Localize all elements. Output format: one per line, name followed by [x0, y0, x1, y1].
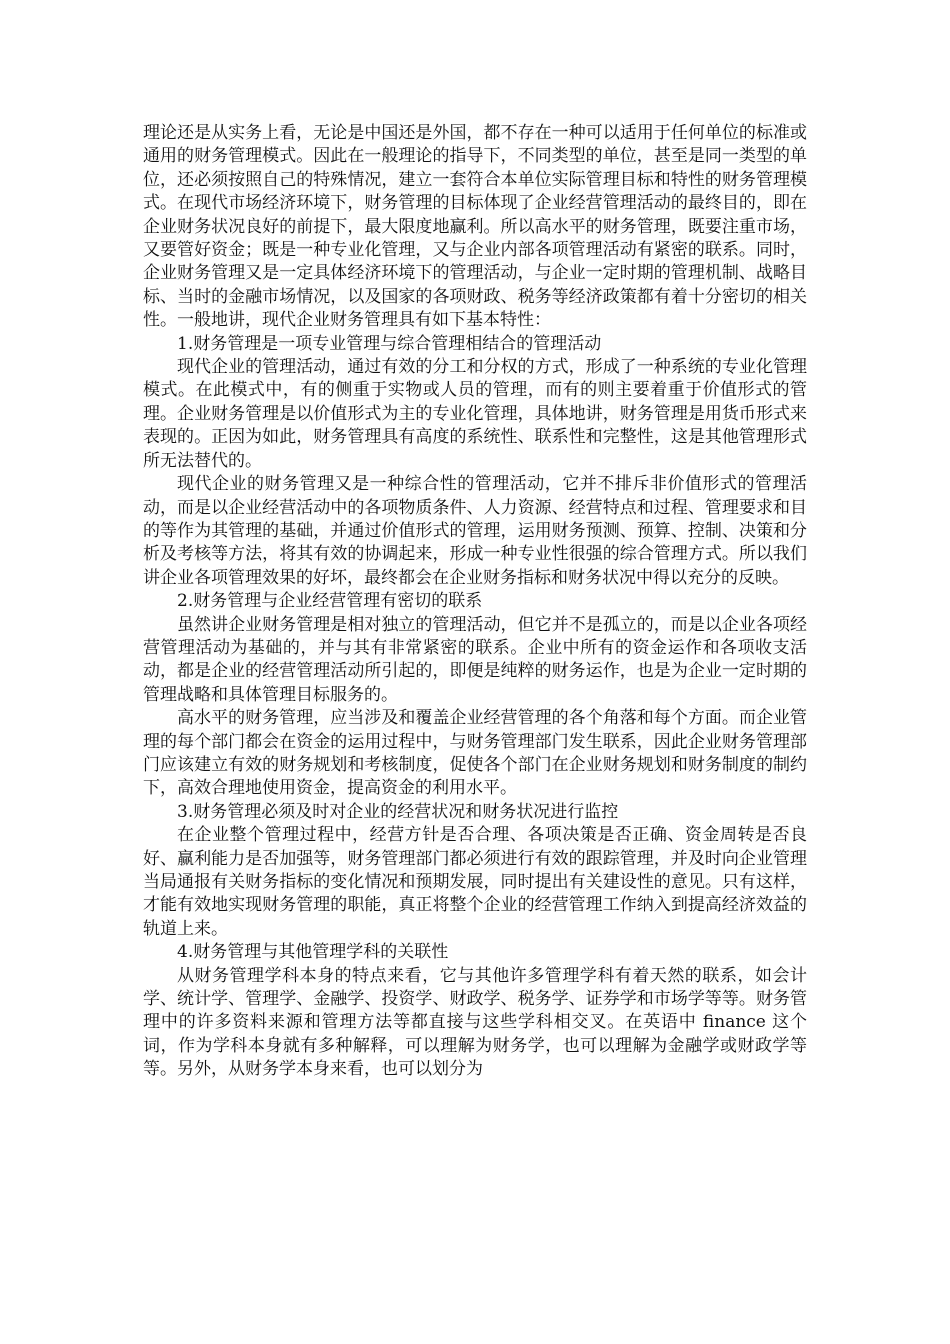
section-heading-4: 4.财务管理与其他管理学科的关联性: [177, 942, 449, 963]
section-heading-3: 3.财务管理必须及时对企业的经营状况和财务状况进行监控: [177, 801, 619, 822]
paragraph: 现代企业的管理活动，通过有效的分工和分权的方式，形成了一种系统的专业化管理模式。在此模式中，有的侧重于实物或人员的管理，而有的则主要着重于价值形式的管理。企业财务管理是以价值形式为主的专业化管理，具体地讲，财务管理是用货币形式来表现的。正因为如此，财务管理具有高度的系统性、联系性和完整性，这是其他管理形式所无法替代的。: [143, 357, 807, 471]
document-body: [143, 122, 807, 1082]
section-heading-1: 1.财务管理是一项专业管理与综合管理相结合的管理活动: [177, 333, 602, 354]
paragraph: 高水平的财务管理，应当涉及和覆盖企业经营管理的各个角落和每个方面。而企业管理的每个部门都会在资金的运用过程中，与财务管理部门发生联系，因此企业财务管理部门应该建立有效的财务规划和考核制度，促使各个部门在企业财务规划和财务制度的制约下，高效合理地使用资金，提高资金的利用水平。: [143, 708, 807, 799]
paragraph: 理论还是从实务上看，无论是中国还是外国，都不存在一种可以适用于任何单位的标准或通用的财务管理模式。因此在一般理论的指导下，不同类型的单位，甚至是同一类型的单位，还必须按照自己的特殊情况，建立一套符合本单位实际管理目标和特性的财务管理模式。在现代市场经济环境下，财务管理的目标体现了企业经营管理活动的最终目的，即在企业财务状况良好的前提下，最大限度地赢利。所以高水平的财务管理，既要注重市场，又要管好资金；既是一种专业化管理，又与企业内部各项管理活动有紧密的联系。同时，企业财务管理又是一定具体经济环境下的管理活动，与企业一定时期的管理机制、战略目标、当时的金融市场情况，以及国家的各项财政、税务等经济政策都有着十分密切的相关性。一般地讲，现代企业财务管理具有如下基本特性：: [143, 123, 807, 331]
paragraph: 从财务管理学科本身的特点来看，它与其他许多管理学科有着天然的联系，如会计学、统计学、管理学、金融学、投资学、财政学、税务学、证券学和市场学等等。财务管理中的许多资料来源和管理方法等都直接与这些学科相交叉。在英语中 finance 这个词，作为学科本身就有多种解释，可以理解为财务学，也可以理解为金融学或财政学等等。另外，从财务学本身来看，也可以划分为: [143, 965, 807, 1080]
paragraph: 在企业整个管理过程中，经营方针是否合理、各项决策是否正确、资金周转是否良好、赢利能力是否加强等，财务管理部门都必须进行有效的跟踪管理，并及时向企业管理当局通报有关财务指标的变化情况和预期发展，同时提出有关建设性的意见。只有这样，才能有效地实现财务管理的职能，真正将整个企业的经营管理工作纳入到提高经济效益的轨道上来。: [143, 825, 807, 939]
section-heading-2: 2.财务管理与企业经营管理有密切的联系: [177, 591, 483, 612]
paragraph: 虽然讲企业财务管理是相对独立的管理活动，但它并不是孤立的，而是以企业各项经营管理活动为基础的，并与其有非常紧密的联系。企业中所有的资金运作和各项收支活动，都是企业的经营管理活动所引起的，即便是纯粹的财务运作，也是为企业一定时期的管理战略和具体管理目标服务的。: [143, 614, 807, 705]
paragraph: 现代企业的财务管理又是一种综合性的管理活动，它并不排斥非价值形式的管理活动，而是以企业经营活动中的各项物质条件、人力资源、经营特点和过程、管理要求和目的等作为其管理的基础，并通过价值形式的管理，运用财务预测、预算、控制、决策和分析及考核等方法，将其有效的协调起来，形成一种专业性很强的综合管理方式。所以我们讲企业各项管理效果的好坏，最终都会在企业财务指标和财务状况中得以充分的反映。: [143, 474, 807, 588]
